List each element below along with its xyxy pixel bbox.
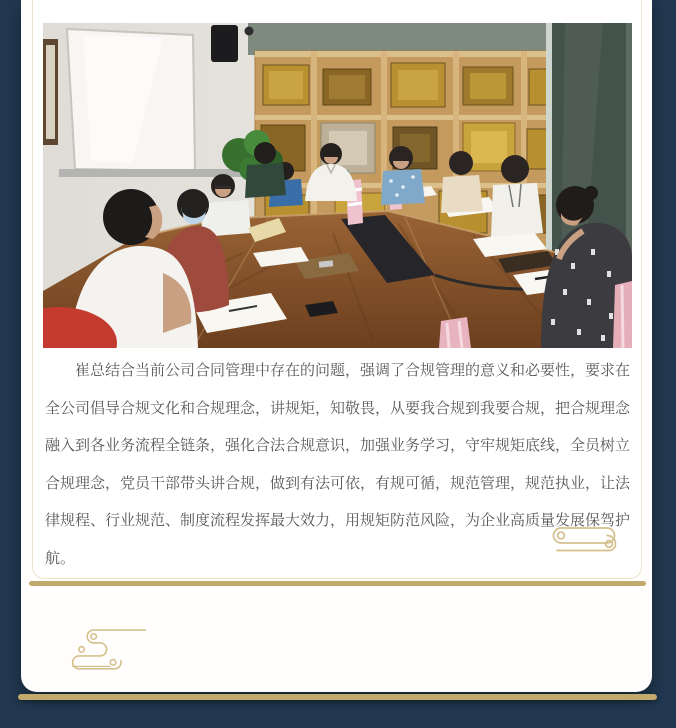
cloud-scroll-icon [545, 524, 627, 554]
picture-frame [43, 39, 58, 145]
meeting-photo-illustration [43, 23, 632, 348]
upper-wall-strip [248, 23, 558, 55]
meeting-photo [43, 23, 632, 348]
gold-bottom-bar [18, 694, 657, 700]
article-card [21, 0, 652, 692]
content-panel [32, 0, 642, 579]
cloud-scroll-icon-large [63, 624, 147, 670]
article-paragraph: 崔总结合当前公司合同管理中存在的问题，强调了合规管理的意义和必要性，要求在全公司倡导合规文化和合规理念，讲规矩，知敬畏，从要我合规到我要合规，把合规理念融入到各业务流程全链条，强化合法合规意识，加强业务学习，守牢规矩底线，全员树立合规理念，党员干部带头讲合规，做到有法可依，有规可循，规范管理，规范执业，让法律规程、行业规范、制度流程发挥最大效力，用规矩防范风险，为企业高质量发展保驾护航。 [45, 362, 631, 567]
gold-divider [29, 581, 646, 586]
